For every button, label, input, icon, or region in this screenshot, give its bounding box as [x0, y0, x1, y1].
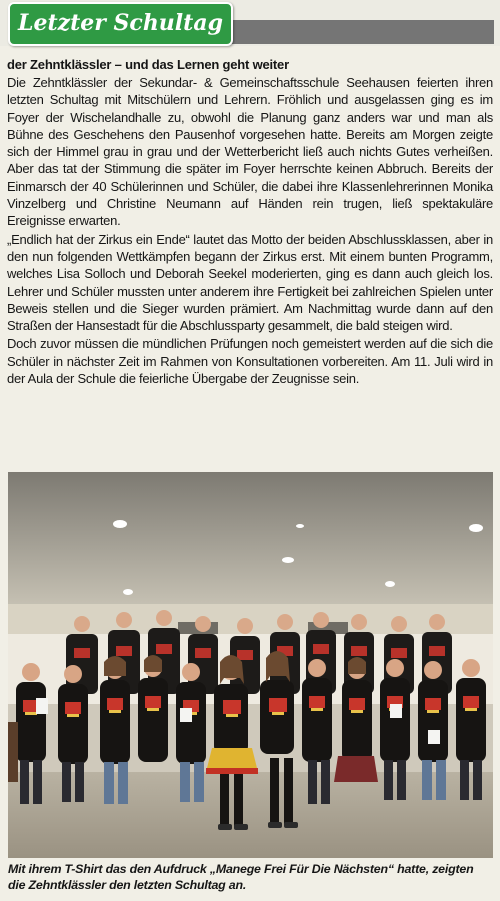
- chair: [8, 722, 18, 782]
- group-photo-illustration: [8, 472, 493, 858]
- section-title: Letzter Schultag: [8, 2, 233, 46]
- ceiling: [8, 472, 493, 612]
- article-subheadline: der Zehntklässler – und das Lernen geht weiter: [7, 57, 289, 72]
- photo-caption: Mit ihrem T-Shirt das den Aufdruck „Manege Frei Für Die Nächsten“ hatte, zeigten die Zehntklässler den letzten Schultag an.: [8, 862, 474, 892]
- article-paragraph-2: „Endlich hat der Zirkus ein Ende“ lautet das Motto der beiden Abschlussklassen, aber in den nun folgenden Wettkämpfen begann der Zirkus erst. Mit einem bunten Programm, welches Lisa Solloch und Deborah Seekel moderierten, ging es dann auch gleich los. Lehrer und Schüler mussten unter anderem ihre Fertigkeit bei zahlreichen Spielen unter Beweis stellen und die Sieger wurden prämiert. Am Nachmittag wurde dann auf den Straßen der Hansestadt für die Abschlussparty gesammelt, die bald steigen wird.: [7, 231, 493, 334]
- article: [7, 56, 493, 387]
- group-photo: [8, 472, 493, 858]
- article-paragraph-3: Doch zuvor müssen die mündlichen Prüfungen noch gemeistert werden auf die sich die Schüler in nächster Zeit im Rahmen von Konsultationen vorbereiten. Am 11. Juli wird in der Aula der Schule die feierliche Übergabe der Zeugnisse sein.: [7, 336, 493, 387]
- article-paragraph-1: Die Zehntklässler der Sekundar- & Gemeinschaftsschule Seehausen feierten ihren letzten Schultag mit Mitschülern und Lehrern. Fröhlich und ausgelassen ging es im Foyer der Wischelandhalle zu, obwohl die Planung ganz anders war und man als Bühne des Geschehens den Pausenhof vorgesehen hatte. Bereits am Morgen zeigte sich der Himmel grau in grau und der Wetterbericht ließ auch nichts Gutes verheißen. Aber das tat der Stimmung die später im Foyer herrschte keinen Abbruch. Bereits der Einmarsch der 40 Schülerinnen und Schüler, die dabei ihre Klassenlehrerinnen Monika Vinzelberg und Christine Neumann auf Händen rein trugen, ließ spektakuläre Ereignisse erwarten.: [7, 75, 493, 229]
